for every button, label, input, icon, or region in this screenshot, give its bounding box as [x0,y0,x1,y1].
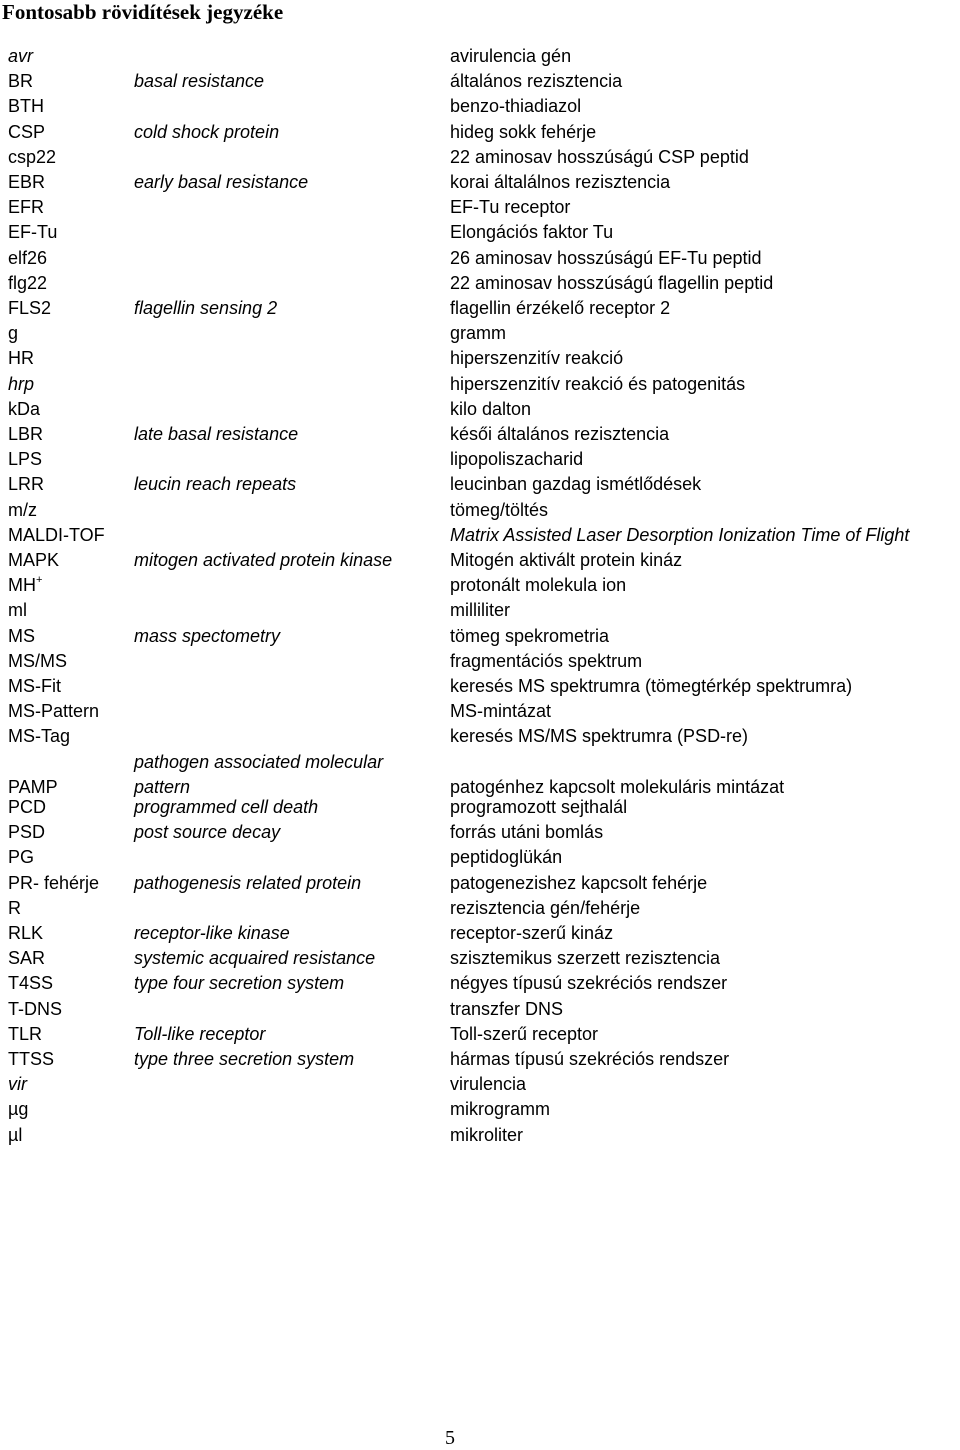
abbreviation-term: MS-Pattern [8,701,100,722]
abbreviation-row [0,997,960,1022]
english-expansion: type three secretion system [134,1048,355,1069]
english-expansion: post source decay [134,822,281,843]
hungarian-meaning: Matrix Assisted Laser Desorption Ionization Time of Flight [450,524,910,545]
abbreviation-row [0,624,960,649]
hungarian-meaning: avirulencia gén [450,46,572,66]
abbreviation-term: avr [8,46,34,66]
abbreviation-term: BTH [8,96,44,117]
abbreviation-term: TLR [8,1023,43,1044]
abbreviation-term: R [8,897,21,918]
hungarian-meaning: forrás utáni bomlás [450,822,604,843]
abbreviation-row [0,271,960,296]
hungarian-meaning: késői általános rezisztencia [450,424,670,444]
abbreviation-row [0,195,960,220]
abbreviation-row [0,397,960,422]
english-expansion: Toll-like receptor [134,1023,266,1044]
hungarian-meaning: rezisztencia gén/fehérje [450,897,641,918]
abbreviation-term: elf26 [8,247,48,268]
abbreviation-row [0,145,960,170]
abbreviation-term: TTSS [8,1048,55,1069]
english-expansion: cold shock protein [134,121,280,142]
abbreviation-row [0,699,960,724]
abbreviation-row [0,170,960,195]
abbreviation-term: LPS [8,449,43,470]
abbreviation-row [0,523,960,548]
abbreviation-row [0,674,960,699]
abbreviation-row [0,573,960,598]
superscript-charge: + [36,574,43,587]
abbreviation-term: µg [8,1099,29,1120]
english-expansion: late basal resistance [134,424,299,444]
abbreviation-term: PG [8,847,35,868]
hungarian-meaning: leucinban gazdag ismétlődések [450,474,702,495]
abbreviation-row [0,921,960,946]
abbreviation-term: µl [8,1124,23,1145]
abbreviation-row [0,548,960,573]
abbreviation-term: FLS2 [8,298,52,318]
abbreviation-row [0,246,960,271]
hungarian-meaning: patogenezishez kapcsolt fehérje [450,872,708,893]
hungarian-meaning: MS-mintázat [450,701,552,722]
abbreviation-term: T-DNS [8,998,62,1019]
hungarian-meaning: EF-Tu receptor [450,197,571,218]
hungarian-meaning: keresés MS/MS spektrumra (PSD-re) [450,726,749,747]
hungarian-meaning: benzo-thiadiazol [450,96,582,117]
english-expansion: systemic acquaired resistance [134,948,376,969]
abbreviation-term: PSD [8,822,46,843]
abbreviation-term: vir [8,1074,27,1095]
abbreviation-row [0,44,960,69]
hungarian-meaning: Mitogén aktivált protein kináz [450,550,683,570]
hungarian-meaning: szisztemikus szerzett rezisztencia [450,948,721,969]
english-expansion: pathogenesis related protein [134,872,362,893]
abbreviation-term: MS/MS [8,650,68,671]
english-expansion: programmed cell death [134,796,319,817]
abbreviation-term: PR- fehérje [8,872,100,893]
hungarian-meaning: 26 aminosav hosszúságú EF-Tu peptid [450,247,762,268]
abbreviation-row [0,946,960,971]
abbreviation-term: ml [8,600,27,621]
hungarian-meaning: tömeg spekrometria [450,625,610,646]
hungarian-meaning: 22 aminosav hosszúságú flagellin peptid [450,272,774,293]
hungarian-meaning: programozott sejthalál [450,796,628,817]
hungarian-meaning: milliliter [450,600,510,621]
abbreviation-term: SAR [8,948,46,969]
english-expansion: leucin reach repeats [134,474,297,495]
abbreviation-row [0,649,960,674]
abbreviation-term: EF-Tu [8,222,58,243]
english-expansion: early basal resistance [134,172,309,192]
english-expansion: flagellin sensing 2 [134,298,278,318]
abbreviation-row [0,447,960,472]
abbreviation-term: CSP [8,121,46,142]
hungarian-meaning: Toll-szerű receptor [450,1023,599,1044]
hungarian-meaning: flagellin érzékelő receptor 2 [450,298,671,318]
abbreviation-row [0,1047,960,1072]
hungarian-meaning: hideg sokk fehérje [450,121,597,142]
abbreviation-term: kDa [8,398,41,419]
abbreviation-row [0,296,960,321]
abbreviation-row [0,321,960,346]
abbreviation-row [0,472,960,497]
abbreviation-row [0,220,960,245]
abbreviation-row [0,971,960,996]
abbreviation-row [0,871,960,896]
hungarian-meaning: fragmentációs spektrum [450,650,643,671]
abbreviation-row [0,498,960,523]
hungarian-meaning: korai általálnos rezisztencia [450,172,671,192]
hungarian-meaning: négyes típusú szekréciós rendszer [450,973,728,994]
abbreviation-term: PAMP [8,776,58,797]
abbreviation-row [0,795,960,820]
abbreviation-term: T4SS [8,973,54,994]
abbreviation-term: BR [8,71,34,92]
english-expansion: basal resistance [134,71,265,92]
english-expansion: receptor-like kinase [134,922,290,943]
page-number: 5 [445,1427,455,1449]
abbreviation-term: hrp [8,373,35,394]
hungarian-meaning: peptidoglükán [450,847,563,868]
hungarian-meaning: lipopoliszacharid [450,449,584,470]
hungarian-meaning: mikrogramm [450,1099,551,1120]
abbreviation-row [0,820,960,845]
abbreviation-row [0,845,960,870]
abbreviation-row [0,120,960,145]
english-expansion: mitogen activated protein kinase [134,550,393,570]
hungarian-meaning: Elongációs faktor Tu [450,222,614,243]
hungarian-meaning: keresés MS spektrumra (tömegtérkép spektrumra) [450,676,853,696]
abbreviation-term: LBR [8,424,44,444]
abbreviation-row [0,372,960,397]
abbreviation-term: EFR [8,197,44,218]
abbreviation-term: MH+ [8,574,43,596]
abbreviation-term: MS [8,625,35,646]
abbreviation-term: MALDI-TOF [8,524,105,545]
abbreviation-term: PCD [8,796,47,817]
abbreviation-term: MAPK [8,550,60,570]
hungarian-meaning: virulencia [450,1074,527,1095]
abbreviation-row [0,1097,960,1122]
hungarian-meaning: receptor-szerű kináz [450,922,614,943]
hungarian-meaning: hiperszenzitív reakció [450,348,624,369]
hungarian-meaning: patogénhez kapcsolt molekuláris mintázat [450,776,785,797]
abbreviation-row [0,598,960,623]
abbreviation-term: m/z [8,499,37,520]
abbreviation-row [0,422,960,447]
abbreviation-term: EBR [8,172,46,192]
abbreviation-row [0,896,960,921]
abbreviation-term: csp22 [8,146,57,167]
abbreviation-term: flg22 [8,272,48,293]
abbreviation-term: g [8,323,19,344]
abbreviation-row [0,1072,960,1097]
abbreviation-row [0,750,960,800]
abbreviation-row [0,1123,960,1148]
english-expansion: type four secretion system [134,973,345,994]
abbreviation-row [0,346,960,371]
english-expansion: pathogen associated molecular pattern [134,751,384,797]
abbreviation-term: RLK [8,922,44,943]
hungarian-meaning: hármas típusú szekréciós rendszer [450,1048,730,1069]
abbreviation-row [0,724,960,749]
hungarian-meaning: tömeg/töltés [450,499,549,520]
hungarian-meaning: mikroliter [450,1124,524,1145]
hungarian-meaning: kilo dalton [450,398,532,419]
abbreviation-term: MS-Tag [8,726,71,747]
english-expansion: mass spectometry [134,625,281,646]
hungarian-meaning: általános rezisztencia [450,71,623,92]
abbreviation-term: HR [8,348,34,369]
page-title: Fontosabb rövidítések jegyzéke [2,0,284,24]
abbreviation-term: MS-Fit [8,676,61,696]
hungarian-meaning: 22 aminosav hosszúságú CSP peptid [450,146,749,167]
hungarian-meaning: protonált molekula ion [450,575,627,596]
abbreviation-row [0,1022,960,1047]
abbreviation-row [0,69,960,94]
hungarian-meaning: gramm [450,323,507,344]
abbreviation-row [0,94,960,119]
hungarian-meaning: hiperszenzitív reakció és patogenitás [450,373,746,394]
abbreviation-term: LRR [8,474,45,495]
hungarian-meaning: transzfer DNS [450,998,564,1019]
